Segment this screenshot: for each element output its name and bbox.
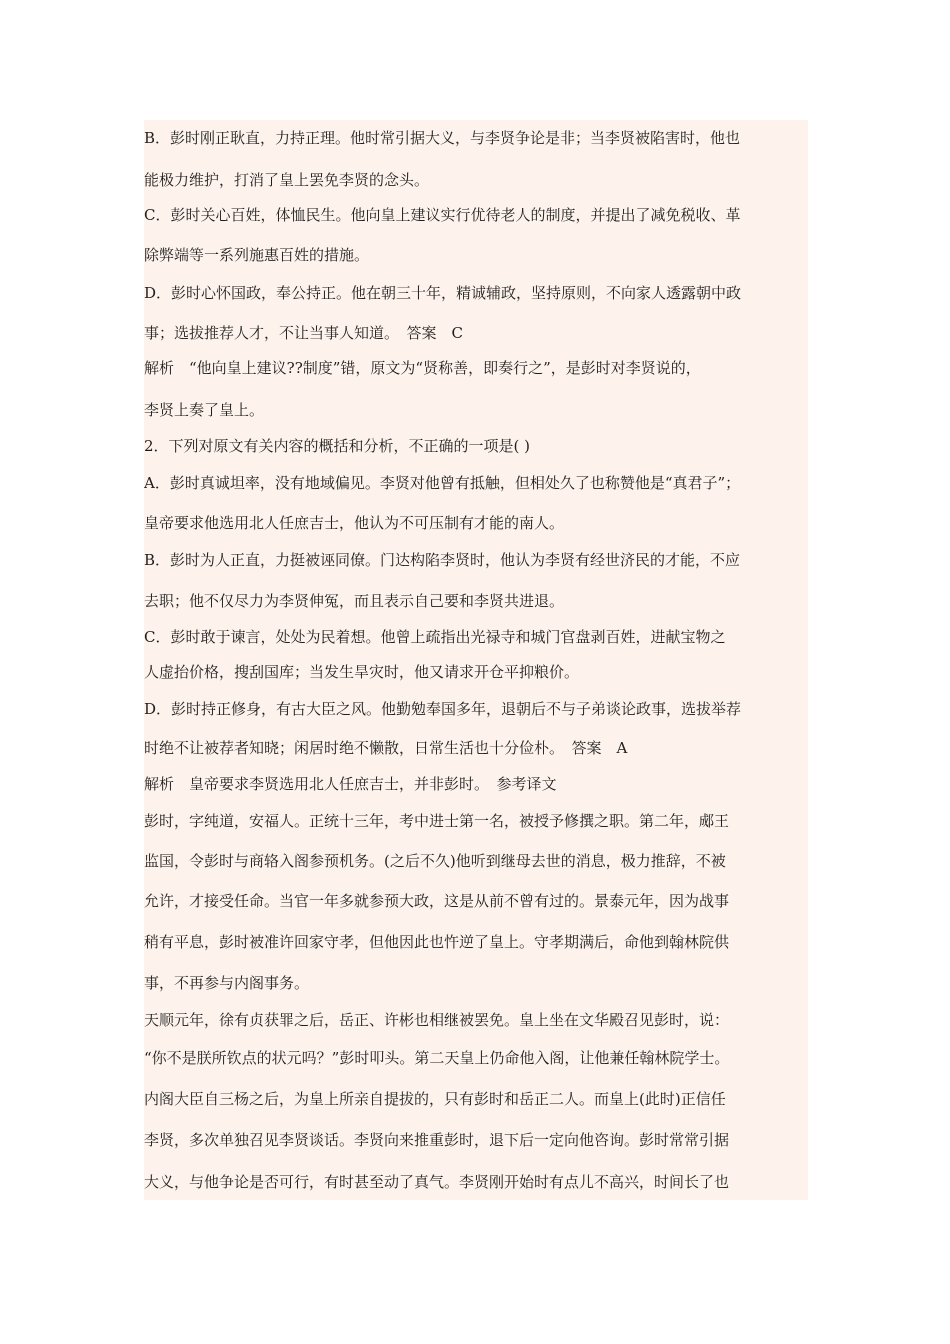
text-line: 允许，才接受任命。当官一年多就参预大政，这是从前不曾有过的。景泰元年，因为战事 bbox=[144, 892, 730, 910]
text-line: 时绝不让被荐者知晓；闲居时绝不懒散，日常生活也十分俭朴。 答案 A bbox=[144, 739, 628, 757]
text-line: 李贤，多次单独召见李贤谈话。李贤向来推重彭时，退下后一定向他咨询。彭时常常引据 bbox=[144, 1131, 730, 1149]
text-line: 人虚抬价格，搜刮国库；当发生旱灾时，他又请求开仓平抑粮价。 bbox=[144, 663, 580, 681]
text-line: A．彭时真诚坦率，没有地域偏见。李贤对他曾有抵触，但相处久了也称赞他是“真君子”； bbox=[144, 474, 741, 492]
text-line: 李贤上奏了皇上。 bbox=[144, 401, 265, 419]
text-line: 皇帝要求他选用北人任庶吉士，他认为不可压制有才能的南人。 bbox=[144, 514, 565, 532]
text-line: 天顺元年，徐有贞获罪之后，岳正、许彬也相继被罢免。皇上坐在文华殿召见彭时，说： bbox=[144, 1011, 730, 1029]
text-line: 事，不再参与内阁事务。 bbox=[144, 974, 310, 992]
text-line: D．彭时心怀国政，奉公持正。他在朝三十年，精诚辅政，坚持原则，不向家人透露朝中政 bbox=[144, 284, 742, 302]
text-line: D．彭时持正修身，有古大臣之风。他勤勉奉国多年，退朝后不与子弟谈论政事，选拔举荐 bbox=[144, 700, 742, 718]
text-line: 稍有平息，彭时被准许回家守孝，但他因此也忤逆了皇上。守孝期满后，命他到翰林院供 bbox=[144, 933, 730, 951]
text-line: 彭时，字纯道，安福人。正统十三年，考中进士第一名，被授予修撰之职。第二年，郕王 bbox=[144, 812, 730, 830]
highlight-band bbox=[144, 120, 808, 1200]
text-line: C．彭时关心百姓，体恤民生。他向皇上建议实行优待老人的制度，并提出了减免税收、革 bbox=[144, 206, 741, 224]
text-line: 事；选拔推荐人才，不让当事人知道。 答案 C bbox=[144, 324, 463, 342]
text-line: B．彭时刚正耿直，力持正理。他时常引据大义，与李贤争论是非；当李贤被陷害时，他也 bbox=[144, 129, 741, 147]
text-line: 解析 “他向皇上建议??制度”错，原文为“贤称善，即奏行之”，是彭时对李贤说的， bbox=[144, 359, 701, 377]
text-line: 解析 皇帝要求李贤选用北人任庶吉士，并非彭时。 参考译文 bbox=[144, 775, 557, 793]
text-line: 监国，令彭时与商辂入阁参预机务。(之后不久)他听到继母去世的消息，极力推辞，不被 bbox=[144, 852, 726, 870]
text-line: 内阁大臣自三杨之后，为皇上所亲自提拔的，只有彭时和岳正二人。而皇上(此时)正信任 bbox=[144, 1090, 726, 1108]
text-line: 能极力维护，打消了皇上罢免李贤的念头。 bbox=[144, 171, 430, 189]
text-line: 大义，与他争论是否可行，有时甚至动了真气。李贤刚开始时有点儿不高兴，时间长了也 bbox=[144, 1173, 730, 1191]
text-line: 除弊端等一系列施惠百姓的措施。 bbox=[144, 246, 370, 264]
text-line: “你不是朕所钦点的状元吗？”彭时叩头。第二天皇上仍命他入阁，让他兼任翰林院学士。 bbox=[144, 1049, 730, 1067]
text-line: C．彭时敢于谏言，处处为民着想。他曾上疏指出光禄寺和城门官盘剥百姓，进献宝物之 bbox=[144, 628, 726, 646]
text-line: 去职；他不仅尽力为李贤伸冤，而且表示自己要和李贤共进退。 bbox=[144, 592, 565, 610]
text-line: B．彭时为人正直，力挺被诬同僚。门达构陷李贤时，他认为李贤有经世济民的才能，不应 bbox=[144, 551, 741, 569]
text-line: 2．下列对原文有关内容的概括和分析，不正确的一项是( ) bbox=[144, 437, 531, 455]
